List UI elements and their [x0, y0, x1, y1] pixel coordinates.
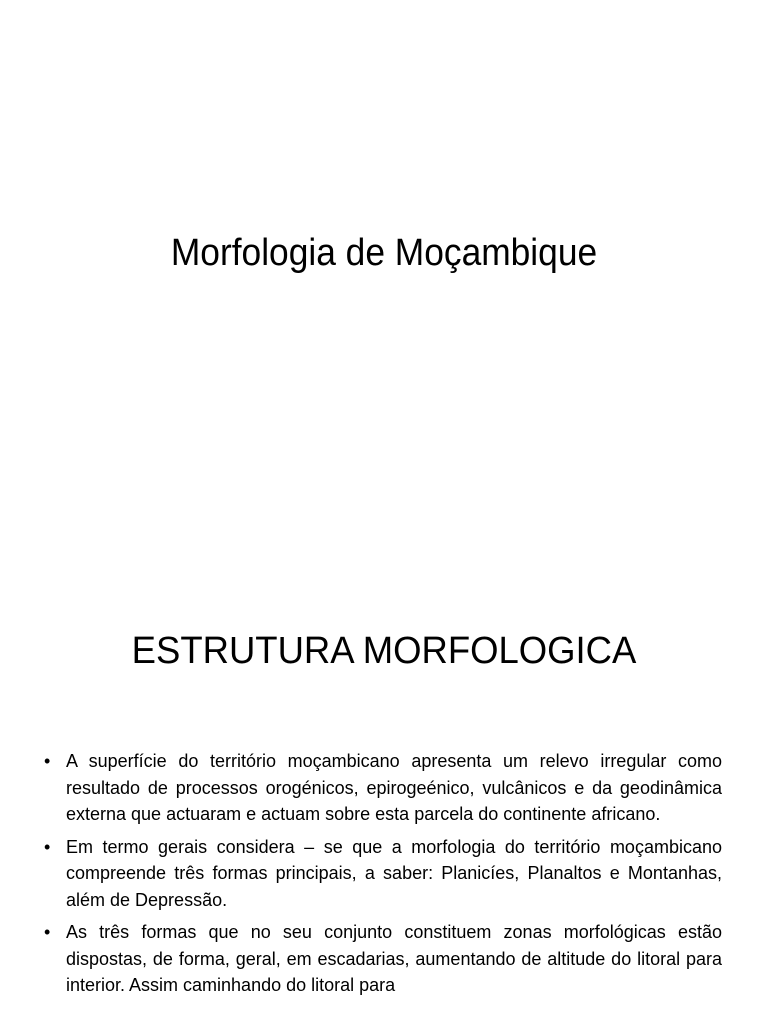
bullet-list — [44, 748, 722, 1005]
bullet-text: Em termo gerais considera – se que a morfologia do território moçambicano compreende três formas principais, a saber: Planicíes, Planaltos e Montanhas, além de Depressão. — [66, 836, 722, 910]
presentation-title: Morfologia de Moçambique — [170, 232, 598, 274]
bullet-text: A superfície do território moçambicano apresenta um relevo irregular como resultado de processos orogénicos, epirogeénico, vulcânicos e da geodinâmica externa que actuaram e actuam sobre esta parcela do continente africano. — [66, 751, 722, 824]
section-heading: ESTRUTURA MORFOLOGICA — [131, 630, 637, 672]
bullet-icon: • — [44, 922, 51, 942]
bullet-item — [44, 919, 722, 999]
slide-content-page — [0, 512, 768, 1024]
bullet-item — [44, 748, 722, 828]
bullet-text: As três formas que no seu conjunto constituem zonas morfológicas estão dispostas, de forma, geral, em escadarias, aumentando de altitude do litoral para interior. Assim caminhando do litoral para — [66, 922, 722, 995]
bullet-item — [44, 834, 722, 914]
bullet-icon: • — [44, 751, 51, 771]
bullet-icon: • — [44, 836, 51, 857]
